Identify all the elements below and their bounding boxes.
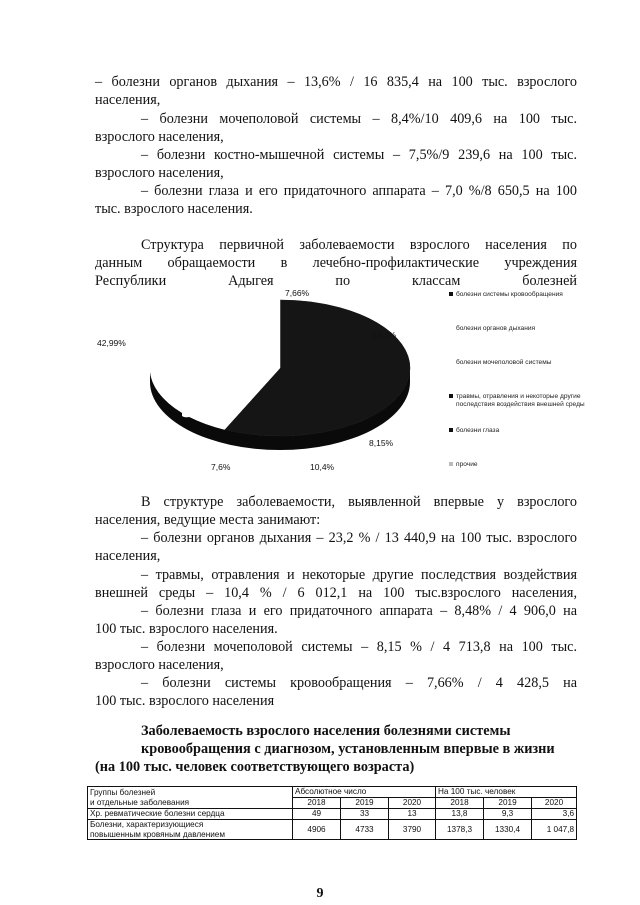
table-year-cell: 2019: [341, 798, 389, 809]
table-cell: 1 047,8: [532, 820, 577, 840]
pie-label-respiratory: 23,2%: [372, 330, 397, 340]
page-number: 9: [316, 886, 324, 901]
pie-label-injuries: 10,4%: [310, 462, 335, 472]
pie-label-other: 42,99%: [97, 338, 126, 348]
table-heading-line: Заболеваемость взрослого населения болезнями системы: [141, 723, 511, 739]
list-line: населения,: [95, 92, 161, 108]
table-cell: 1330,4: [484, 820, 532, 840]
structure-line: взрослого населения,: [95, 657, 224, 673]
table-year-cell: 2020: [532, 798, 577, 809]
table-cell: 49: [293, 809, 341, 820]
table-header-cell: Абсолютное число: [293, 787, 436, 798]
chart-caption-line: данным обращаемости в лечебно-профилактические учреждения: [95, 255, 577, 271]
legend-text: последствия воздействия внешней среды: [456, 401, 585, 408]
legend-marker-square: [449, 326, 453, 330]
table-row: [88, 809, 577, 820]
chart-caption-line: Структура первичной заболеваемости взрослого населения по: [141, 237, 577, 253]
structure-line: – болезни системы кровообращения – 7,66% / 4 428,5 на: [141, 675, 577, 691]
table-year-cell: 2019: [484, 798, 532, 809]
table-header-cell: Группы болезней: [88, 787, 293, 798]
legend-marker-square: [449, 394, 453, 398]
list-line: – болезни мочеполовой системы – 8,4%/10 409,6 на 100 тыс.: [141, 111, 577, 127]
structure-line: – травмы, отравления и некоторые другие последствия воздействия: [141, 567, 577, 583]
structure-line: населения,: [95, 548, 161, 564]
legend-marker-square: [449, 360, 453, 364]
table-cell: 1378,3: [436, 820, 484, 840]
list-line: взрослого населения,: [95, 129, 224, 145]
table-year-cell: 2018: [436, 798, 484, 809]
legend-text: травмы, отравления и некоторые другие: [456, 393, 581, 400]
structure-line: внешней среды – 10,4 % / 6 012,1 на 100 тыс.взрослого населения,: [95, 585, 577, 601]
legend-item: [449, 325, 624, 334]
morbidity-table: [87, 786, 577, 840]
legend-item: [449, 359, 624, 368]
table-cell: 4733: [341, 820, 389, 840]
legend-item-continuation: [449, 401, 631, 410]
table-header-cell: На 100 тыс. человек: [436, 787, 577, 798]
structure-line: 100 тыс. взрослого населения: [95, 693, 275, 709]
table-name-cell: [88, 820, 293, 840]
legend-text: прочие: [456, 461, 478, 468]
structure-line: 100 тыс. взрослого населения.: [95, 621, 278, 637]
legend-item: [449, 461, 624, 470]
table-cell: 33: [341, 809, 389, 820]
legend-marker-square: [449, 428, 453, 432]
pie-label-circulatory: 7,66%: [285, 288, 310, 298]
legend-marker-square: [449, 292, 453, 296]
table-cell: 13,8: [436, 809, 484, 820]
pie-top: [150, 300, 410, 436]
structure-line: В структуре заболеваемости, выявленной впервые у взрослого: [141, 494, 577, 510]
list-line: – болезни костно-мышечной системы – 7,5%/9 239,6 на 100 тыс.: [141, 147, 577, 163]
table-header-row: [88, 787, 577, 798]
legend-text: болезни органов дыхания: [456, 325, 536, 332]
table-cell: 4906: [293, 820, 341, 840]
pie-label-genitourinary: 8,15%: [369, 438, 394, 448]
structure-line: населения, ведущие места занимают:: [95, 512, 321, 528]
table-name-line: Болезни, характеризующиеся: [90, 820, 204, 829]
legend-text: болезни мочеполовой системы: [456, 359, 552, 366]
table-year-cell: 2018: [293, 798, 341, 809]
legend-item: [449, 427, 624, 436]
list-line: – болезни органов дыхания – 13,6% / 16 835,4 на 100 тыс. взрослого: [95, 74, 577, 90]
legend-text: болезни системы кровообращения: [456, 291, 563, 298]
structure-line: – болезни глаза и его придаточного аппарата – 8,48% / 4 906,0 на: [141, 603, 577, 619]
structure-line: – болезни органов дыхания – 23,2 % / 13 440,9 на 100 тыс. взрослого: [141, 530, 577, 546]
table-name-cell: Хр. ревматические болезни сердца: [88, 809, 293, 820]
table-header-cell: и отдельные заболевания: [88, 798, 293, 809]
table-header-row: [88, 798, 577, 809]
table-row: [88, 820, 577, 840]
table-cell: 3790: [389, 820, 436, 840]
table-cell: 3,6: [532, 809, 577, 820]
table-year-cell: 2020: [389, 798, 436, 809]
table-cell: 9,3: [484, 809, 532, 820]
table-cell: 13: [389, 809, 436, 820]
structure-line: – болезни мочеполовой системы – 8,15 % / 4 713,8 на 100 тыс.: [141, 639, 577, 655]
list-line: тыс. взрослого населения.: [95, 201, 253, 217]
pie-label-eye: 7,6%: [211, 462, 231, 472]
chart-caption-line: Республики Адыгея по классам болезней: [95, 273, 577, 289]
legend-item: [449, 291, 624, 300]
legend-text: болезни глаза: [456, 427, 500, 434]
table-heading-line: кровообращения с диагнозом, установленным впервые в жизни: [141, 741, 555, 757]
table-heading-line: (на 100 тыс. человек соответствующего возраста): [95, 759, 415, 775]
legend-marker-square: [449, 462, 453, 466]
list-line: – болезни глаза и его придаточного аппарата – 7,0 %/8 650,5 на 100: [141, 183, 577, 199]
list-line: взрослого населения,: [95, 165, 224, 181]
table-name-line: повышенным кровяным давлением: [90, 829, 225, 839]
